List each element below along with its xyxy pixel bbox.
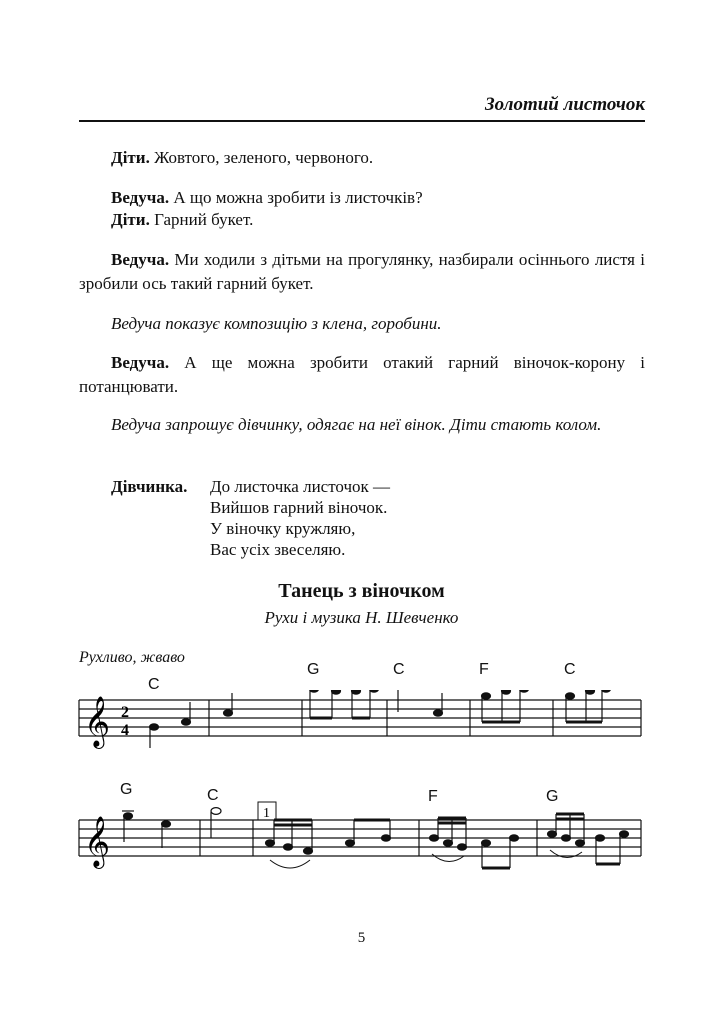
running-header <box>79 92 645 122</box>
line-text: А що можна зробити із листочків? <box>169 188 423 207</box>
paragraph-1 <box>79 146 645 170</box>
note <box>596 835 605 841</box>
music-staff-2 <box>0 800 723 890</box>
note <box>602 690 611 692</box>
stage-direction-2: Ведуча запрошує дівчинку, одягає на неї вінок. Діти стають колом. <box>111 415 602 434</box>
note <box>586 690 595 694</box>
note <box>182 719 191 725</box>
note <box>162 821 171 827</box>
note <box>310 690 319 692</box>
note <box>266 840 275 846</box>
chord-symbol: C <box>207 787 219 804</box>
note <box>548 831 557 837</box>
note <box>620 831 629 837</box>
speaker: Ведуча. <box>111 353 170 372</box>
note <box>370 690 379 692</box>
time-sig-bottom: 4 <box>121 722 129 739</box>
note <box>382 835 391 841</box>
line-text: Гарний букет. <box>149 210 254 229</box>
poem-lines <box>210 476 390 560</box>
note <box>458 844 467 850</box>
chord-symbol: F <box>428 788 438 805</box>
note <box>576 840 585 846</box>
chord-symbol: G <box>546 788 559 805</box>
note <box>444 840 453 846</box>
time-sig-top: 2 <box>121 704 129 721</box>
speaker: Діти. <box>111 148 150 167</box>
chord-symbol: G <box>120 781 133 798</box>
music-staff-1 <box>0 690 723 760</box>
treble-clef-icon: 𝄞 <box>84 816 111 867</box>
running-header-title: Золотий листочок <box>485 94 645 115</box>
note <box>332 690 341 694</box>
page-number: 5 <box>357 930 366 946</box>
song-title: Танець з віночком <box>278 580 445 602</box>
chord-symbol: C <box>393 661 405 678</box>
line-text: А ще можна зробити отакий гарний віночок-корону і потанцювати. <box>79 353 645 396</box>
note <box>284 844 293 850</box>
note <box>124 813 133 819</box>
chord-symbol: C <box>564 661 576 678</box>
note <box>520 690 529 692</box>
note <box>510 835 519 841</box>
note <box>430 835 439 841</box>
slur <box>270 860 310 868</box>
line-text: Жовтого, зеленого, червоного. <box>149 148 374 167</box>
chord-symbol: G <box>307 661 320 678</box>
line-text: Ми ходили з дітьми на прогулянку, назбирали осіннього листя і зробили ось такий гарний букет. <box>79 250 645 293</box>
note <box>304 848 313 854</box>
note <box>482 840 491 846</box>
slur <box>432 854 464 862</box>
note <box>482 693 491 699</box>
note <box>352 690 361 694</box>
song-credits: Рухи і музика Н. Шевченко <box>264 608 459 627</box>
half-note <box>211 808 221 815</box>
note <box>434 710 443 716</box>
poem-line: До листочка листочок — <box>210 477 391 496</box>
note <box>150 724 159 730</box>
chord-symbol: C <box>148 676 160 693</box>
paragraph-2 <box>79 186 645 210</box>
treble-clef-icon: 𝄞 <box>84 696 111 747</box>
note <box>566 693 575 699</box>
note <box>562 835 571 841</box>
note <box>346 840 355 846</box>
chord-symbol: F <box>479 661 489 678</box>
paragraph-4 <box>79 248 645 296</box>
note <box>502 690 511 694</box>
poem-line: Вийшов гарний віночок. <box>210 498 388 517</box>
poem-line: У віночку кружляю, <box>210 519 356 538</box>
tempo-marking: Рухливо, жваво <box>79 649 185 666</box>
stage-direction-1: Ведуча показує композицію з клена, горобини. <box>111 314 442 333</box>
speaker: Ведуча. <box>111 188 170 207</box>
poem-line: Вас усіх звеселяю. <box>210 540 346 559</box>
header-rule <box>79 120 645 122</box>
speaker: Діти. <box>111 210 150 229</box>
speaker: Ведуча. <box>111 250 170 269</box>
poem-speaker: Дівчинка. <box>111 477 188 496</box>
paragraph-3 <box>79 208 645 232</box>
paragraph-5 <box>79 351 645 399</box>
rehearsal-mark: 1 <box>263 806 270 821</box>
note <box>224 710 233 716</box>
